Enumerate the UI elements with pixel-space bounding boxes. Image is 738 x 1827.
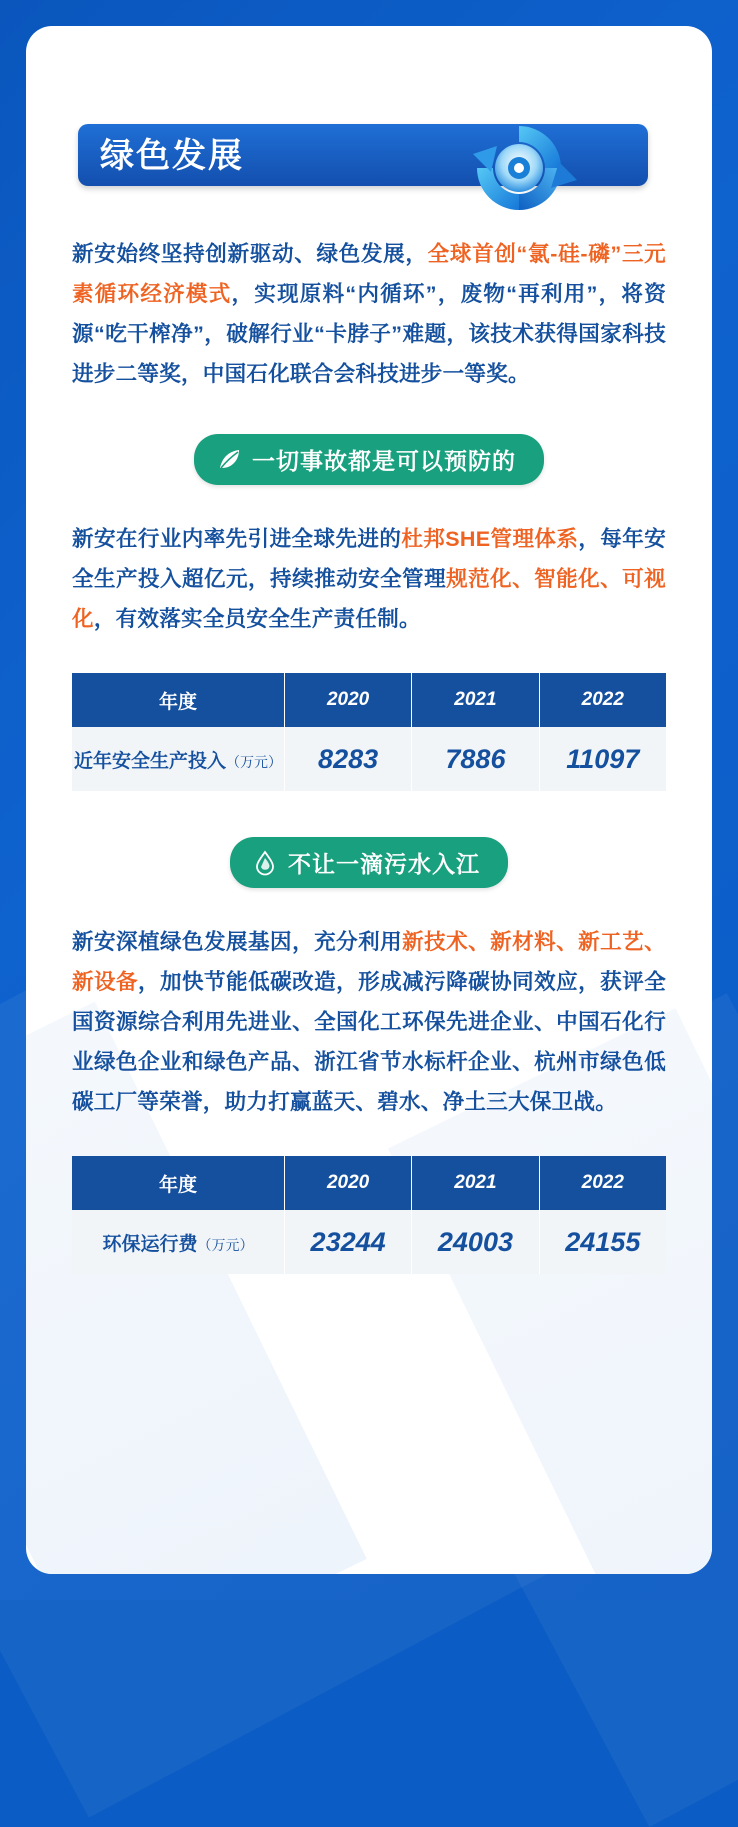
section-heading-safety-label: 一切事故都是可以预防的: [252, 448, 516, 474]
table-row: [72, 727, 666, 791]
table-cell-safety-2021: 7886: [412, 727, 539, 791]
recycle-arrows-icon: [427, 106, 607, 236]
section-heading-environment-row: [72, 837, 666, 888]
page-title: 绿色发展: [100, 137, 244, 175]
table-header-2022: 2022: [539, 673, 666, 727]
paragraph-environment-part-2: ，加快节能低碳改造，形成减污降碳协同效应，获评全国资源综合利用先进业、全国化工环保先进企业、中国石化行业绿色企业和绿色产品、浙江省节水标杆企业、杭州市绿色低碳工厂等荣誉，助力打赢蓝天、碧水、净土三大保卫战。: [72, 970, 667, 1114]
paragraph-environment-part-1: 新技术、新材料、新工艺、新设备: [72, 930, 666, 994]
content-card: [26, 26, 712, 1574]
section-heading-environment: [230, 837, 508, 888]
table-header-year: 年度: [72, 673, 284, 727]
paragraph-safety-part-1: 杜邦SHE管理体系: [401, 527, 579, 551]
table-row-label-environment-text: 环保运行费: [102, 1233, 198, 1255]
table-row-label-safety: [72, 727, 284, 791]
table-row-unit-safety: （万元）: [225, 753, 282, 770]
table-header-2021: 2021: [412, 673, 539, 727]
paragraph-intro-part-0: 新安始终坚持创新驱动、绿色发展，: [72, 242, 428, 266]
section-heading-safety-row: [72, 434, 666, 485]
table-header-row: [72, 673, 666, 727]
section-heading-safety: [194, 434, 544, 485]
paragraph-safety: [72, 519, 666, 639]
card-content: [26, 106, 712, 1274]
paragraph-intro-part-2: ，实现原料“内循环”，废物“再利用”，将资源“吃干榨净”，破解行业“卡脖子”难题，该技术获得国家科技进步二等奖，中国石化联合会科技进步一等奖。: [72, 282, 666, 386]
table-header-2020: 2020: [284, 673, 411, 727]
table-header-2020-2: 2020: [284, 1156, 411, 1210]
paragraph-safety-part-3: 规范化、智能化、可视化: [72, 567, 666, 631]
paragraph-safety-part-2: ，每年安全生产投入超亿元，持续推动安全管理: [72, 527, 666, 591]
table-cell-environment-2020: 23244: [284, 1210, 411, 1274]
paragraph-safety-part-0: 新安在行业内率先引进全球先进的: [72, 527, 402, 551]
paragraph-environment-part-0: 新安深植绿色发展基因，充分利用: [72, 930, 403, 954]
table-header-row: [72, 1156, 666, 1210]
water-drop-icon: [252, 850, 278, 876]
section-heading-environment-label: 不让一滴污水入江: [288, 851, 480, 877]
table-row-label-environment: [72, 1210, 284, 1274]
paragraph-safety-part-4: ，有效落实全员安全生产责任制。: [93, 607, 421, 631]
header-banner: [72, 106, 666, 198]
table-row-label-safety-text: 近年安全生产投入: [73, 750, 226, 772]
table-safety-investment: [72, 673, 666, 791]
table-row-unit-environment: （万元）: [197, 1236, 254, 1253]
table-header-year-2: 年度: [72, 1156, 284, 1210]
table-cell-environment-2021: 24003: [412, 1210, 539, 1274]
paragraph-environment: [72, 922, 666, 1122]
table-row: [72, 1210, 666, 1274]
table-environmental-cost: [72, 1156, 666, 1274]
paragraph-intro-part-1: 全球首创“氯-硅-磷”三元素循环经济模式: [72, 242, 666, 306]
table-header-2021-2: 2021: [412, 1156, 539, 1210]
paragraph-intro: [72, 234, 666, 394]
leaf-icon: [216, 447, 242, 473]
table-cell-safety-2022: 11097: [539, 727, 666, 791]
table-cell-environment-2022: 24155: [539, 1210, 666, 1274]
table-cell-safety-2020: 8283: [284, 727, 411, 791]
table-header-2022-2: 2022: [539, 1156, 666, 1210]
